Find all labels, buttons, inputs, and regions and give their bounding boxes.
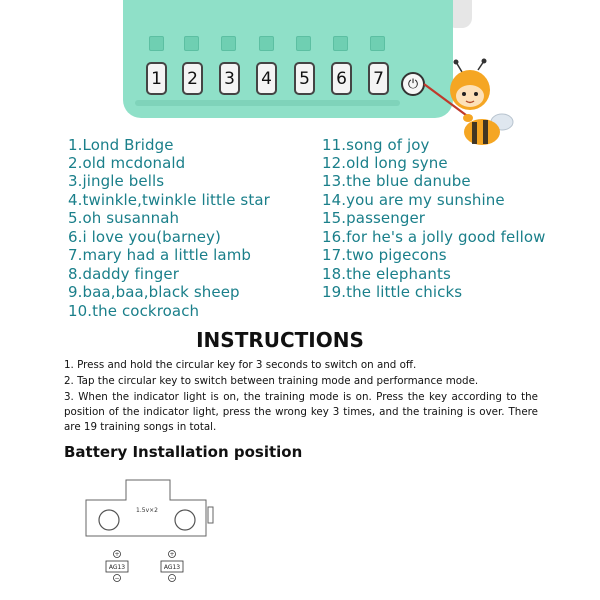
battery-compartment-diagram (78, 474, 218, 584)
song-item: 16.for he's a jolly good fellow (322, 228, 546, 246)
song-item: 18.the elephants (322, 265, 451, 283)
song-item: 7.mary had a little lamb (68, 246, 252, 264)
key-5: 5 (294, 62, 315, 95)
song-item: 3.jingle bells (68, 172, 165, 190)
key-rail (135, 100, 400, 106)
song-item: 10.the cockroach (68, 302, 200, 320)
battery-minus-icon: − (169, 575, 175, 583)
battery-plus-icon: + (169, 551, 175, 559)
bee-mascot-illustration (420, 58, 540, 150)
key-slot (370, 36, 385, 51)
key-4: 4 (256, 62, 277, 95)
key-7: 7 (368, 62, 389, 95)
song-item: 1.Lond Bridge (68, 136, 174, 154)
song-item: 11.song of joy (322, 136, 430, 154)
song-item: 5.oh susannah (68, 209, 180, 227)
compartment-label: 1.5v×2 (136, 507, 158, 514)
key-6: 6 (331, 62, 352, 95)
battery-cell-label: AG13 (163, 564, 181, 571)
song-item: 12.old long syne (322, 154, 448, 172)
key-slot (221, 36, 236, 51)
power-key-icon: ⏻ (401, 72, 425, 96)
song-item: 19.the little chicks (322, 283, 463, 301)
song-item: 2.old mcdonald (68, 154, 186, 172)
song-item: 17.two pigecons (322, 246, 447, 264)
key-slot (333, 36, 348, 51)
key-1: 1 (146, 62, 167, 95)
song-item: 15.passenger (322, 209, 426, 227)
instruction-step-2: 2. Tap the circular key to switch between training mode and performance mode. (64, 375, 479, 387)
song-item: 13.the blue danube (322, 172, 471, 190)
battery-minus-icon: − (114, 575, 120, 583)
instruction-step-1: 1. Press and hold the circular key for 3 seconds to switch on and off. (64, 359, 417, 371)
song-item: 8.daddy finger (68, 265, 179, 283)
key-slot (259, 36, 274, 51)
key-slot (149, 36, 164, 51)
key-slot (184, 36, 199, 51)
song-item: 14.you are my sunshine (322, 191, 505, 209)
battery-cell-label: AG13 (108, 564, 126, 571)
key-slot (296, 36, 311, 51)
key-2: 2 (182, 62, 203, 95)
song-item: 9.baa,baa,black sheep (68, 283, 240, 301)
song-item: 4.twinkle,twinkle little star (68, 191, 270, 209)
battery-plus-icon: + (114, 551, 120, 559)
instructions-title: INSTRUCTIONS (196, 328, 364, 352)
instruction-step-3: 3. When the indicator light is on, the training mode is on. Press the key according to the position of the indicator light, press the wrong key 3 times, and the training is over. There are 19 training songs in total. (64, 391, 538, 433)
key-3: 3 (219, 62, 240, 95)
song-item: 6.i love you(barney) (68, 228, 221, 246)
battery-installation-title: Battery Installation position (64, 443, 303, 461)
